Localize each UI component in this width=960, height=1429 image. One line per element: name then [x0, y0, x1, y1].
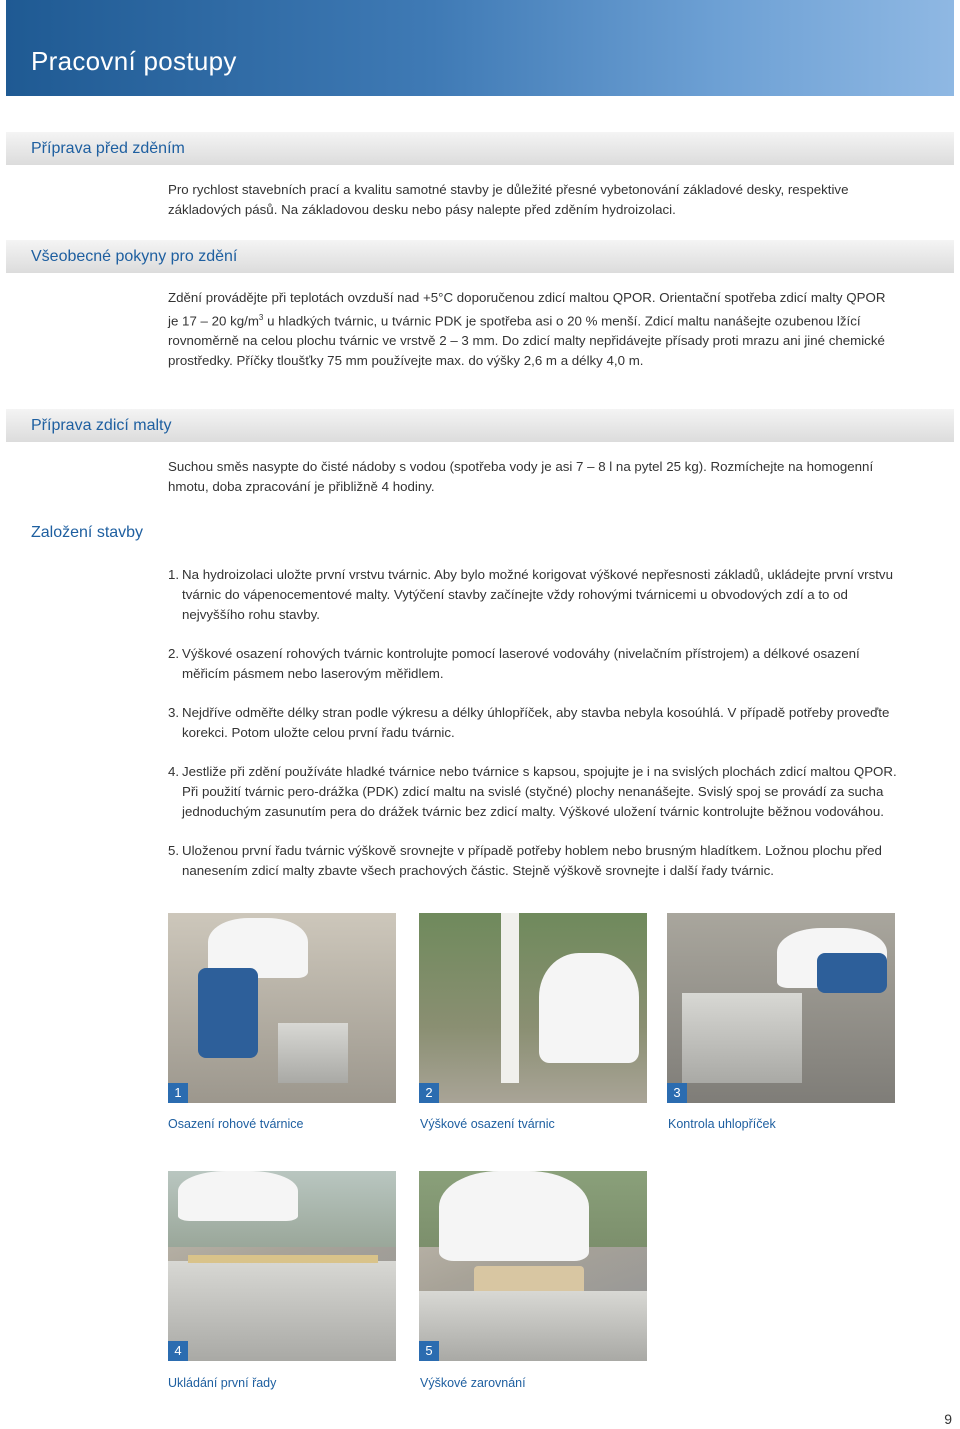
- list-item: [168, 703, 898, 743]
- superscript: 3: [258, 313, 264, 322]
- section-text-priprava: Pro rychlost stavebních prací a kvalitu samotné stavby je důležité přesné vybetonování základové desky, respektive základových pásů. Na základovou desku nebo pásy nalepte před zděním hydroizolaci.: [168, 182, 849, 217]
- page-header-banner: [6, 0, 954, 96]
- list-item: [168, 762, 898, 822]
- photo-caption: Kontrola uhlopříček: [668, 1117, 776, 1131]
- section-title: Založení stavby: [31, 524, 144, 541]
- photo-5: [419, 1171, 647, 1361]
- steps-list: [168, 565, 898, 900]
- measuring-pole: [501, 913, 519, 1083]
- page-title: Pracovní postupy: [31, 46, 237, 76]
- section-title: Příprava před zděním: [31, 140, 185, 157]
- worker-jeans: [817, 953, 887, 993]
- spirit-level: [188, 1255, 378, 1263]
- concrete-block: [419, 1291, 647, 1361]
- section-header-pokyny: [6, 240, 954, 273]
- concrete-block: [278, 1023, 348, 1083]
- step-text: Výškové osazení rohových tvárnic kontrolujte pomocí laserové vodováhy (nivelačním přístrojem) a délkové osazení měřicím pásmem nebo laserovým měřidlem.: [182, 646, 860, 681]
- section-header-malta: [6, 409, 954, 442]
- concrete-block: [168, 1261, 396, 1361]
- photo-1: [168, 913, 396, 1103]
- photo-number-badge: 2: [419, 1083, 439, 1103]
- worker-figure: [539, 953, 639, 1063]
- section-title: Příprava zdicí malty: [31, 417, 172, 434]
- photo-2: [419, 913, 647, 1103]
- text-part: Zdění provádějte při teplotách ovzduší nad +5°C doporučenou zdicí maltou QPOR. Orientační spotřeba zdicí malty QPOR je 17 – 20 kg/m: [168, 290, 886, 329]
- photo-4: [168, 1171, 396, 1361]
- section-header-priprava: [6, 132, 954, 165]
- section-text-malta: Suchou směs nasypte do čisté nádoby s vodou (spotřeba vody je asi 7 – 8 l na pytel 25 kg). Rozmíchejte na homogenní hmotu, doba zpracování je přibližně 4 hodiny.: [168, 459, 874, 494]
- step-number: 2.: [168, 646, 180, 661]
- step-number: 3.: [168, 705, 180, 720]
- step-number: 4.: [168, 764, 180, 779]
- section-text-pokyny: [168, 288, 898, 371]
- section-header-zalozeni: [6, 516, 954, 549]
- photo-3: [667, 913, 895, 1103]
- photo-caption: Ukládání první řady: [168, 1376, 277, 1390]
- step-text: Jestliže při zdění používáte hladké tvárnice nebo tvárnice s kapsou, spojujte je i na svislých plochách zdicí maltou QPOR. Při použití tvárnic pero-drážka (PDK) zdicí maltu na svislé (styčné) plochy nenanášejte. Svislý spoj se provádí za sucha jednoduchým zasunutím pera do drážek tvárnic bez zdicí malty. Výškové uložení tvárnic kontrolujte běžnou vodováhou.: [182, 764, 897, 819]
- worker-figure: [439, 1171, 589, 1261]
- photo-number-badge: 1: [168, 1083, 188, 1103]
- concrete-block: [682, 993, 802, 1083]
- step-number: 5.: [168, 843, 180, 858]
- page-number: 9: [944, 1411, 952, 1427]
- text-part: u hladkých tvárnic, u tvárnic PDK je spotřeba asi o 20 % menší. Zdicí maltu nanášejte ozubenou lžící rovnoměrně na celou plochu tvárnic ve vrstvě 2 – 3 mm. Do zdicí malty nepřidávejte přísady proti mrazu ani jiné chemické prostředky. Příčky tloušťky 75 mm používejte max. do výšky 2,6 m a délky 4,0 m.: [168, 313, 885, 369]
- worker-figure: [178, 1171, 298, 1221]
- photo-number-badge: 5: [419, 1341, 439, 1361]
- list-item: [168, 644, 898, 684]
- photo-number-badge: 3: [667, 1083, 687, 1103]
- photo-caption: Osazení rohové tvárnice: [168, 1117, 304, 1131]
- step-text: Na hydroizolaci uložte první vrstvu tvárnic. Aby bylo možné korigovat výškové nepřesnosti základů, ukládejte první vrstvu tvárnic do vápenocementové malty. Vytýčení stavby začínejte vždy rohovými tvárnicemi u obvodových zdí a to od nejvyššího rohu stavby.: [182, 567, 893, 622]
- photo-caption: Výškové zarovnání: [420, 1376, 526, 1390]
- list-item: [168, 565, 898, 625]
- step-text: Uloženou první řadu tvárnic výškově srovnejte v případě potřeby hoblem nebo brusným hladítkem. Ložnou plochu před nanesením zdicí malty zbavte všech prachových částic. Stejně výškově srovnejte i další řady tvárnic.: [182, 843, 882, 878]
- photo-caption: Výškové osazení tvárnic: [420, 1117, 555, 1131]
- section-title: Všeobecné pokyny pro zdění: [31, 248, 238, 265]
- step-number: 1.: [168, 567, 180, 582]
- photo-number-badge: 4: [168, 1341, 188, 1361]
- step-text: Nejdříve odměřte délky stran podle výkresu a délky úhlopříček, aby stavba nebyla kosoúhlá. V případě potřeby proveďte korekci. Potom uložte celou první řadu tvárnic.: [182, 705, 890, 740]
- worker-jeans: [198, 968, 258, 1058]
- list-item: [168, 841, 898, 881]
